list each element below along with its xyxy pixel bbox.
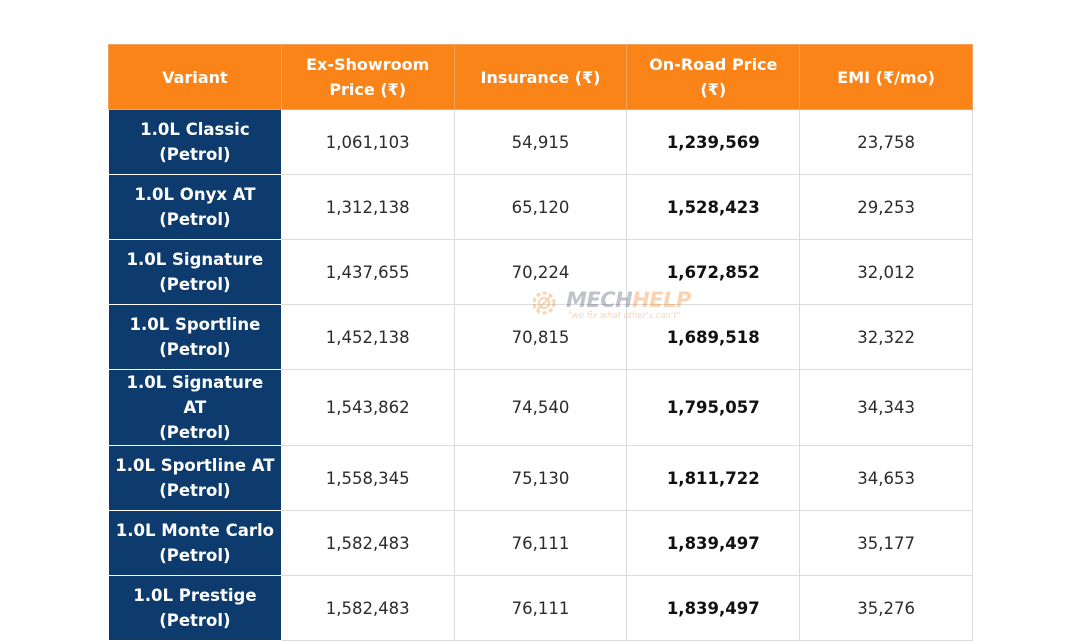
insurance-cell: 70,815	[454, 305, 627, 370]
insurance-cell: 76,111	[454, 511, 627, 576]
on-road-price-cell: 1,672,852	[627, 240, 800, 305]
header-insurance: Insurance (₹)	[454, 45, 627, 110]
variant-name: 1.0L Monte Carlo	[115, 521, 274, 540]
variant-name: 1.0L Prestige	[133, 586, 257, 605]
variant-fuel: (Petrol)	[159, 145, 231, 164]
header-row	[109, 45, 973, 110]
variant-name: 1.0L Sportline AT	[115, 456, 275, 475]
on-road-price-cell: 1,239,569	[627, 110, 800, 175]
variant-name: 1.0L Onyx AT	[134, 185, 256, 204]
insurance-cell: 74,540	[454, 370, 627, 446]
variant-cell	[109, 576, 282, 641]
header-emi: EMI (₹/mo)	[800, 45, 973, 110]
variant-name: 1.0L Classic	[140, 120, 250, 139]
watermark-tagline: "we fix what other's can't"	[568, 311, 681, 321]
table-row	[109, 110, 973, 175]
emi-cell: 29,253	[800, 175, 973, 240]
variant-name: 1.0L Signature	[126, 250, 264, 269]
on-road-price-cell: 1,795,057	[627, 370, 800, 446]
header-on-road: On-Road Price (₹)	[627, 45, 800, 110]
header-variant: Variant	[109, 45, 282, 110]
emi-cell: 35,177	[800, 511, 973, 576]
on-road-price-cell: 1,811,722	[627, 446, 800, 511]
ex-showroom-cell: 1,437,655	[281, 240, 454, 305]
emi-cell: 32,012	[800, 240, 973, 305]
variant-cell	[109, 240, 282, 305]
variant-fuel: (Petrol)	[159, 481, 231, 500]
watermark-brand-part1: MECH	[566, 288, 633, 312]
variant-cell	[109, 305, 282, 370]
on-road-price-cell: 1,839,497	[627, 511, 800, 576]
variant-fuel: (Petrol)	[159, 546, 231, 565]
ex-showroom-cell: 1,543,862	[281, 370, 454, 446]
emi-cell: 34,343	[800, 370, 973, 446]
table-row	[109, 240, 973, 305]
variant-cell	[109, 175, 282, 240]
ex-showroom-cell: 1,558,345	[281, 446, 454, 511]
variant-fuel: (Petrol)	[159, 210, 231, 229]
ex-showroom-cell: 1,582,483	[281, 576, 454, 641]
table-row	[109, 370, 973, 446]
emi-cell: 32,322	[800, 305, 973, 370]
ex-showroom-cell: 1,452,138	[281, 305, 454, 370]
insurance-cell: 70,224	[454, 240, 627, 305]
on-road-price-cell: 1,839,497	[627, 576, 800, 641]
on-road-price-cell: 1,689,518	[627, 305, 800, 370]
on-road-price-cell: 1,528,423	[627, 175, 800, 240]
insurance-cell: 76,111	[454, 576, 627, 641]
variant-fuel: (Petrol)	[159, 340, 231, 359]
variant-cell	[109, 370, 282, 446]
variant-fuel: (Petrol)	[159, 423, 231, 442]
table-row	[109, 446, 973, 511]
table-row	[109, 511, 973, 576]
variant-cell	[109, 511, 282, 576]
emi-cell: 23,758	[800, 110, 973, 175]
table-row	[109, 576, 973, 641]
variant-name: 1.0L Signature AT	[126, 373, 264, 417]
price-table	[108, 44, 973, 641]
ex-showroom-cell: 1,582,483	[281, 511, 454, 576]
ex-showroom-cell: 1,312,138	[281, 175, 454, 240]
variant-cell	[109, 110, 282, 175]
header-ex-showroom: Ex-Showroom Price (₹)	[281, 45, 454, 110]
table-row	[109, 175, 973, 240]
insurance-cell: 75,130	[454, 446, 627, 511]
table-body	[109, 110, 973, 641]
watermark-brand-part2: HELP	[632, 288, 691, 312]
variant-cell	[109, 446, 282, 511]
insurance-cell: 65,120	[454, 175, 627, 240]
variant-name: 1.0L Sportline	[129, 315, 261, 334]
variant-fuel: (Petrol)	[159, 611, 231, 630]
emi-cell: 34,653	[800, 446, 973, 511]
emi-cell: 35,276	[800, 576, 973, 641]
insurance-cell: 54,915	[454, 110, 627, 175]
table-row	[109, 305, 973, 370]
variant-fuel: (Petrol)	[159, 275, 231, 294]
ex-showroom-cell: 1,061,103	[281, 110, 454, 175]
